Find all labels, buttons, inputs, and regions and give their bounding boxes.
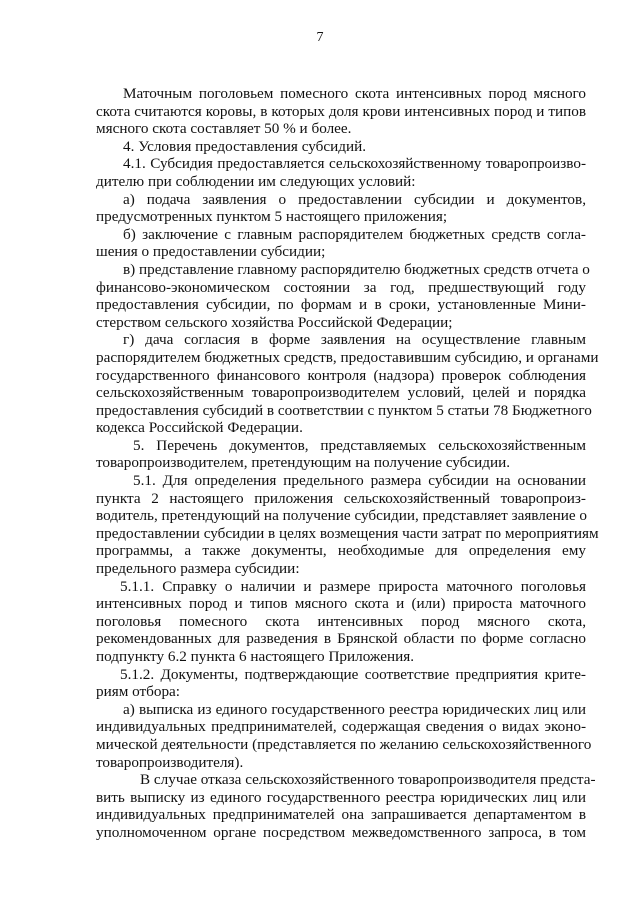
text-line: риям отбора: [96,683,181,701]
text-line: в) представление главному распорядителю бюджетных средств отчета о [123,260,590,278]
text-line: 5.1. Для определения предельного размера субсидии на основании [133,472,586,490]
text-line: вить выписку из единого государственного реестра юридических лиц или [96,788,586,806]
text-line: скота считаются коровы, в которых доля крови интенсивных пород и типов [96,102,586,120]
text-line: финансово-экономическом состоянии за год, предшествующий году [96,278,586,296]
text-line: товаропроизводителем, претендующим на получение субсидии. [96,454,511,472]
text-line: предоставлении субсидии в целях возмещения части затрат по мероприятиям [96,524,599,542]
text-line: водитель, претендующий на получение субсидии, представляет заявление о [96,507,587,525]
text-line: стерством сельского хозяйства Российской Федерации; [96,313,453,331]
text-line: а) подача заявления о предоставлении субсидии и документов, [123,190,586,208]
text-line: а) выписка из единого государственного реестра юридических лиц или [123,700,586,718]
text-line: 4. Условия предоставления субсидий. [123,137,367,155]
text-line: 5.1.2. Документы, подтверждающие соответствие предприятия крите- [120,665,586,683]
text-line: уполномоченном органе посредством межведомственного запроса, в том [96,823,586,841]
text-line: подпункту 6.2 пункта 6 настоящего Приложения. [96,648,414,665]
text-line: распорядителем бюджетных средств, предоставившим субсидию, и органами [96,348,599,366]
page-number: 7 [316,30,324,45]
text-line: В случае отказа сельскохозяйственного товаропроизводителя предста- [140,771,596,789]
text-line: товаропроизводителя). [96,753,244,771]
text-line: индивидуальных предпринимателей, содержащая сведения о видах эконо- [96,718,586,736]
text-line: 5. Перечень документов, представляемых сельскохозяйственным [133,436,586,454]
text-line: 4.1. Субсидия предоставляется сельскохозяйственному товаропроизво- [123,155,586,173]
text-line: мической деятельности (представляется по желанию сельскохозяйственного [96,735,592,753]
text-line: сельскохозяйственным товаропроизводителем условий, целей и порядка [96,384,586,402]
text-line: шения о предоставлении субсидии; [96,243,326,261]
text-line: дителю при соблюдении им следующих условий: [96,172,416,190]
text-line: предусмотренных пунктом 5 настоящего приложения; [96,208,448,226]
text-line: индивидуальных предпринимателей она запрашивается департаментом в [96,806,586,824]
text-line: мясного скота составляет 50 % и более. [96,120,352,138]
text-line: г) дача согласия в форме заявления на осуществление главным [123,331,586,349]
text-line: предельного размера субсидии: [96,560,300,578]
text-line: программы, а также документы, необходимые для определения ему [96,542,586,560]
text-line: интенсивных пород и типов мясного скота и (или) прироста маточного [96,595,586,613]
text-line: 5.1.1. Справку о наличии и размере прироста маточного поголовья [120,577,586,595]
text-line: предоставления субсидий в соответствии с пунктом 5 статьи 78 Бюджетного [96,401,592,419]
text-line: Маточным поголовьем помесного скота интенсивных пород мясного [123,85,586,102]
text-line: пункта 2 настоящего приложения сельскохозяйственный товаропроиз- [96,489,586,507]
text-line: кодекса Российской Федерации. [96,419,303,437]
text-line: государственного финансового контроля (надзора) проверок соблюдения [96,366,586,384]
text-line: б) заключение с главным распорядителем бюджетных средств согла- [123,225,586,243]
text-line: поголовья помесного скота интенсивных пород мясного скота, [96,612,586,630]
text-line: рекомендованных для разведения в Брянской области по форме согласно [96,630,586,648]
text-line: предоставления субсидии, по формам и в сроки, установленные Мини- [96,296,586,314]
document-body [96,85,599,842]
